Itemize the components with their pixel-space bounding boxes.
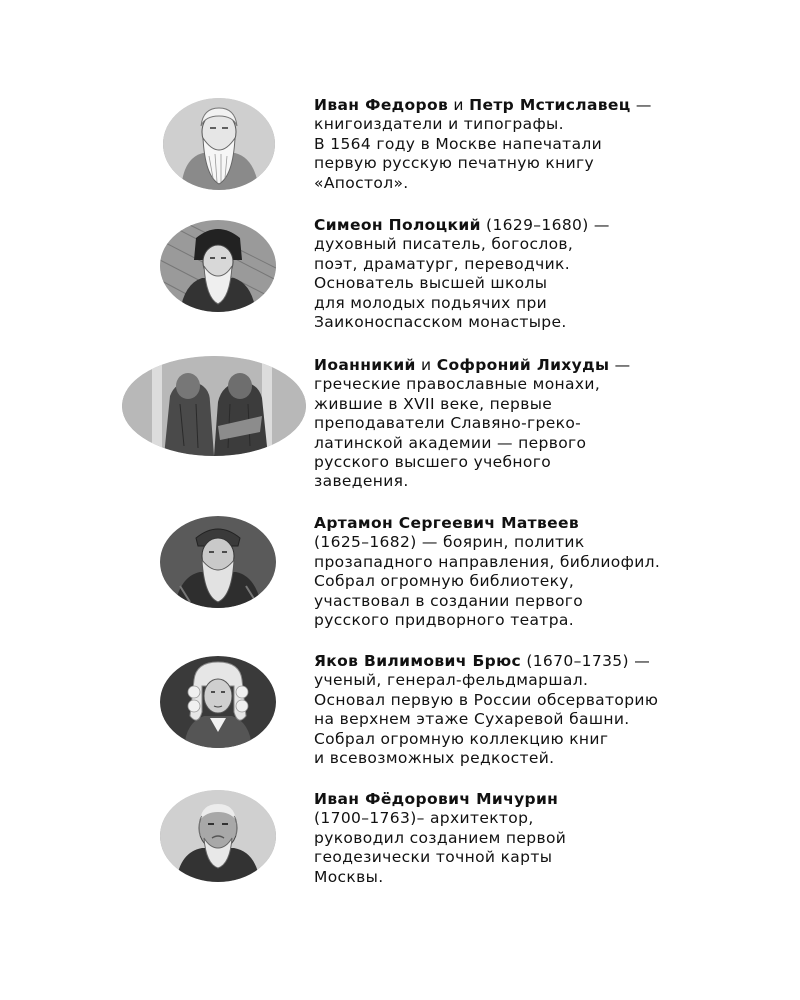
bio-text: участвовал в создании первого <box>314 591 584 610</box>
bio-text: (1625–1682) — боярин, политик <box>314 533 585 552</box>
bio-line <box>314 414 794 433</box>
bio-text: русского высшего учебного <box>314 453 552 472</box>
bio-text: первую русскую печатную книгу <box>314 154 595 173</box>
bio-text: руководил созданием первой <box>314 828 567 847</box>
bio-text: и <box>415 356 437 374</box>
bio-line <box>314 553 794 572</box>
portrait-art <box>160 656 276 748</box>
bio-line <box>314 96 794 115</box>
person-name: Яков Вилимович Брюс <box>314 652 522 670</box>
bio-text: ученый, генерал-фельдмаршал. <box>314 671 589 690</box>
bio-line <box>314 730 794 749</box>
bio-line <box>314 255 794 274</box>
bio-text: духовный писатель, богослов, <box>314 235 574 254</box>
bio-bruce <box>314 652 794 768</box>
bio-line <box>314 434 794 453</box>
bio-text: для молодых подьячих при <box>314 293 548 312</box>
elderly-man-with-beard-portrait-icon <box>160 790 276 882</box>
person-name: Артамон Сергеевич Матвеев <box>314 514 580 532</box>
bio-line <box>314 375 794 394</box>
bio-text: прозападного направления, библиофил. <box>314 552 661 571</box>
bio-text: «Апостол». <box>314 173 409 192</box>
bio-line <box>314 749 794 768</box>
engraved-monk-with-hood-portrait-icon <box>160 220 276 312</box>
person-name: Симеон Полоцкий <box>314 216 481 234</box>
boyar-with-fur-hat-portrait-icon <box>160 516 276 608</box>
bio-line <box>314 868 794 887</box>
bio-text: Москвы. <box>314 867 384 886</box>
bio-line <box>314 611 794 630</box>
bio-line <box>314 235 794 254</box>
bio-line <box>314 115 794 134</box>
engraved-bearded-elder-portrait-icon <box>163 98 275 190</box>
twin-monk-statues-portrait-icon <box>122 356 306 456</box>
bio-text: (1670–1735) — <box>521 652 651 670</box>
bio-text: латинской академии — первого <box>314 433 587 452</box>
bio-line <box>314 710 794 729</box>
bio-text: заведения. <box>314 472 409 491</box>
bio-line <box>314 572 794 591</box>
portrait-art <box>160 790 276 882</box>
bio-line <box>314 395 794 414</box>
bio-text: — <box>609 356 631 374</box>
portrait-art <box>122 356 306 456</box>
bio-text: Основал первую в России обсерваторию <box>314 690 659 709</box>
bio-line <box>314 829 794 848</box>
bio-line <box>314 671 794 690</box>
bio-michurin <box>314 790 794 887</box>
bio-line <box>314 453 794 472</box>
bio-polotsky <box>314 216 794 332</box>
bio-line <box>314 135 794 154</box>
person-name: Софроний Лихуды <box>436 356 610 374</box>
bio-line <box>314 514 794 533</box>
bio-line <box>314 472 794 491</box>
portrait-art <box>160 220 276 312</box>
bio-line <box>314 652 794 671</box>
bio-line <box>314 174 794 193</box>
bio-text: жившие в XVII веке, первые <box>314 394 553 413</box>
bio-line <box>314 294 794 313</box>
bio-text: (1700–1763)– архитектор, <box>314 809 534 828</box>
person-name: Иван Федоров <box>314 96 449 114</box>
bio-text: геодезически точной карты <box>314 848 553 867</box>
bio-line <box>314 691 794 710</box>
bio-text: (1629–1680) — <box>480 216 610 234</box>
portrait-art <box>163 98 275 190</box>
bio-text: книгоиздатели и типографы. <box>314 115 564 134</box>
bio-line <box>314 848 794 867</box>
person-name: Иоанникий <box>314 356 416 374</box>
bio-line <box>314 809 794 828</box>
bio-text: В 1564 году в Москве напечатали <box>314 134 603 153</box>
bio-line <box>314 356 794 375</box>
bio-text: и всевозможных редкостей. <box>314 749 555 768</box>
bio-matveev <box>314 514 794 630</box>
bio-fedorov-mstislavets <box>314 96 794 193</box>
person-name: Петр Мстиславец <box>469 96 631 114</box>
bio-text: — <box>630 96 652 114</box>
bio-text: на верхнем этаже Сухаревой башни. <box>314 710 630 729</box>
person-name: Иван Фёдорович Мичурин <box>314 790 559 808</box>
bio-text: и <box>448 96 470 114</box>
bio-text: преподаватели Славяно-греко- <box>314 414 582 433</box>
bio-line <box>314 592 794 611</box>
bio-line <box>314 313 794 332</box>
bio-text: Основатель высшей школы <box>314 274 548 293</box>
bio-likhudy <box>314 356 794 492</box>
portrait-art <box>160 516 276 608</box>
bio-line <box>314 533 794 552</box>
bio-line <box>314 216 794 235</box>
bio-line <box>314 790 794 809</box>
bio-text: Собрал огромную коллекцию книг <box>314 729 609 748</box>
bio-text: греческие православные монахи, <box>314 375 601 394</box>
bio-text: Заиконоспасском монастыре. <box>314 313 567 332</box>
bio-line <box>314 154 794 173</box>
man-in-curly-wig-portrait-icon <box>160 656 276 748</box>
bio-text: Собрал огромную библиотеку, <box>314 572 575 591</box>
bio-text: поэт, драматург, переводчик. <box>314 254 570 273</box>
bio-text: русского придворного театра. <box>314 611 575 630</box>
bio-line <box>314 274 794 293</box>
